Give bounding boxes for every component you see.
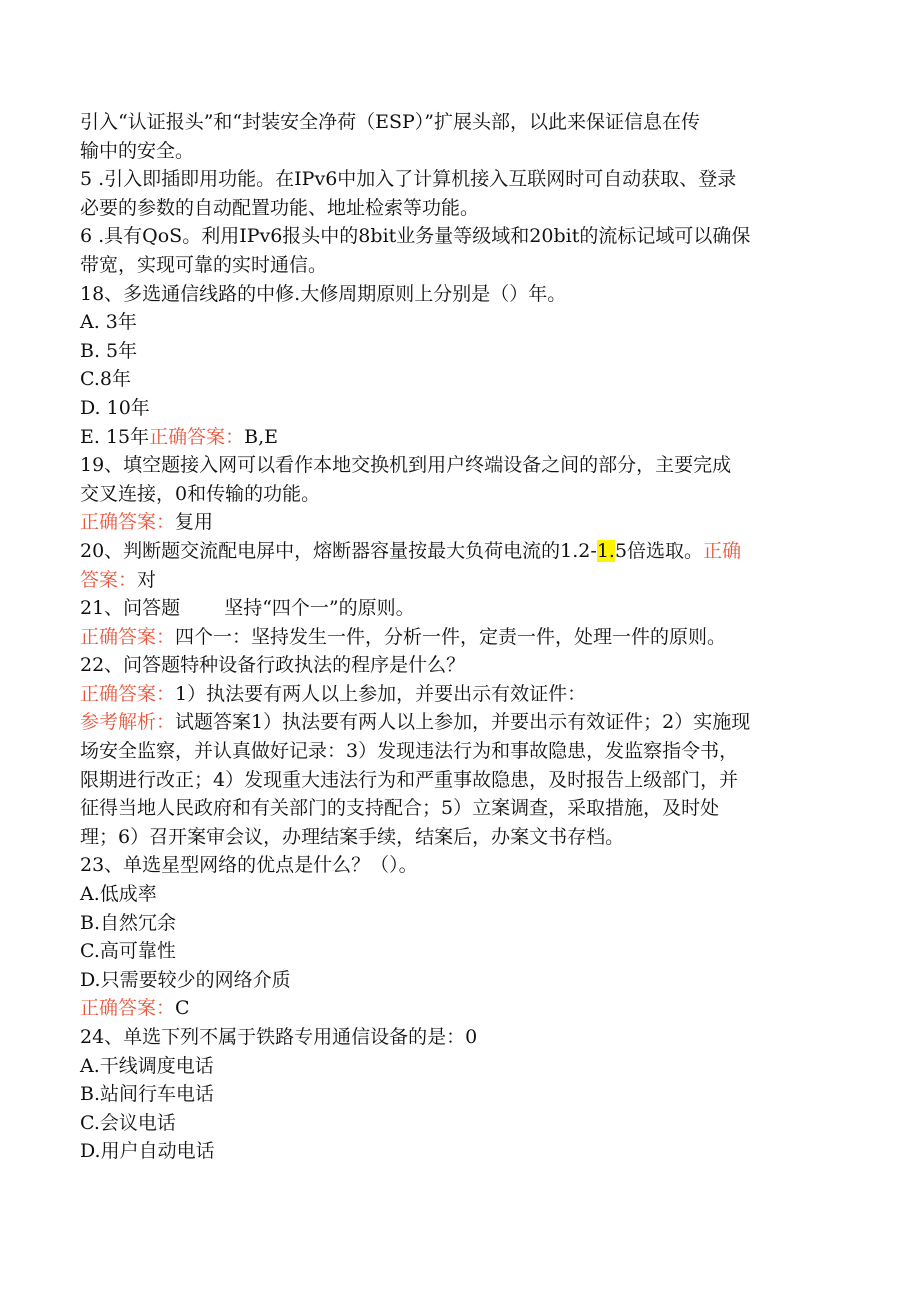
question-18-option-b: B. 5年 [80,339,138,362]
question-20-stem [80,537,840,566]
reference-text: 征得当地人民政府和有关部门的支持配合；5）立案调查，采取措施，及时处 [80,797,720,820]
text-line: 6 .具有QoS。利用IPv6报头中的8bit业务量等级域和20bit的流标记域可以确保 [80,225,751,248]
text-line: 带宽，实现可靠的实时通信。 [80,253,328,276]
question-18-option-c: C.8年 [80,368,131,391]
question-21-stem [80,594,840,623]
question-19-answer-line [80,508,840,537]
text-line: 5 .引入即插即用功能。在IPv6中加入了计算机接入互联网时可自动获取、登录 [80,168,737,191]
answer-label: 答案： [80,568,138,591]
highlighted-text: 1. [596,539,615,562]
question-20-answer-line [80,566,840,595]
question-18-option-e: E. 15年 [80,425,150,448]
question-24-option-d: D.用户自动电话 [80,1140,215,1163]
question-21-number: 21、问答题 [80,597,181,620]
question-22-answer-line [80,680,840,709]
reference-text: 限期进行改正；4）发现重大违法行为和严重事故隐患，及时报告上级部门，并 [80,768,739,791]
document-page [80,108,840,1166]
answer-label: 正确答案： [149,425,245,448]
answer-value: 1）执法要有两人以上参加，并要出示有效证件： [175,682,587,705]
question-24-stem: 24、单选下列不属于铁路专用通信设备的是：0 [80,1026,478,1048]
question-23-option-b: B.自然冗余 [80,911,177,934]
reference-text: 试题答案1）执法要有两人以上参加，并要出示有效证件；2）实施现 [175,711,751,734]
question-18-option-e-line [80,423,840,452]
question-23-option-c: C.高可靠性 [80,940,176,963]
question-23-option-d: D.只需要较少的网络介质 [80,968,291,991]
question-21-text: 坚持“四个一”的原则。 [224,597,415,620]
question-24-option-b: B.站间行车电话 [80,1083,215,1106]
answer-label: 正确 [703,539,742,562]
question-21-answer-line [80,623,840,652]
answer-label: 正确答案： [80,682,176,705]
question-22-stem: 22、问答题特种设备行政执法的程序是什么？ [80,654,466,677]
answer-value: 对 [137,568,157,591]
text-line: 引入“认证报头”和“封装安全净荷（ESP）”扩展头部，以此来保证信息在传 [80,111,701,133]
answer-value: B,E [244,425,279,448]
question-24-option-a: A.干线调度电话 [80,1054,214,1077]
text-line: 输中的安全。 [80,139,195,162]
answer-value: 四个一：坚持发生一件，分析一件，定责一件，处理一件的原则。 [175,625,727,648]
question-18-stem: 18、多选通信线路的中修.大修周期原则上分别是（）年。 [80,282,567,305]
reference-text: 场安全监察，并认真做好记录：3）发现违法行为和事故隐患，发监察指令书， [80,740,739,763]
question-18-option-a: A. 3年 [80,311,137,334]
answer-label: 正确答案： [80,997,176,1020]
question-20-text: 20、判断题交流配电屏中，熔断器容量按最大负荷电流的1.2- [80,539,597,562]
question-20-text-tail: 5倍选取。 [614,539,704,562]
question-23-option-a: A.低成率 [80,883,157,906]
question-23-answer-line [80,994,840,1023]
answer-value: C [175,997,190,1020]
reference-label: 参考解析： [80,711,176,734]
answer-value: 复用 [175,511,214,534]
question-19-stem: 19、填空题接入网可以看作本地交换机到用户终端设备之间的部分，主要完成 [80,454,732,477]
answer-label: 正确答案： [80,511,176,534]
answer-label: 正确答案： [80,625,176,648]
reference-text: 理；6）召开案审会议，办理结案手续，结案后，办案文书存档。 [80,825,625,848]
text-line: 必要的参数的自动配置功能、地址检索等功能。 [80,196,480,219]
question-18-option-d: D. 10年 [80,396,150,419]
question-22-reference-line [80,708,840,737]
question-24-option-c: C.会议电话 [80,1111,176,1134]
question-23-stem: 23、单选星型网络的优点是什么？（）。 [80,854,418,877]
question-19-stem-cont: 交叉连接，0和传输的功能。 [80,482,321,505]
